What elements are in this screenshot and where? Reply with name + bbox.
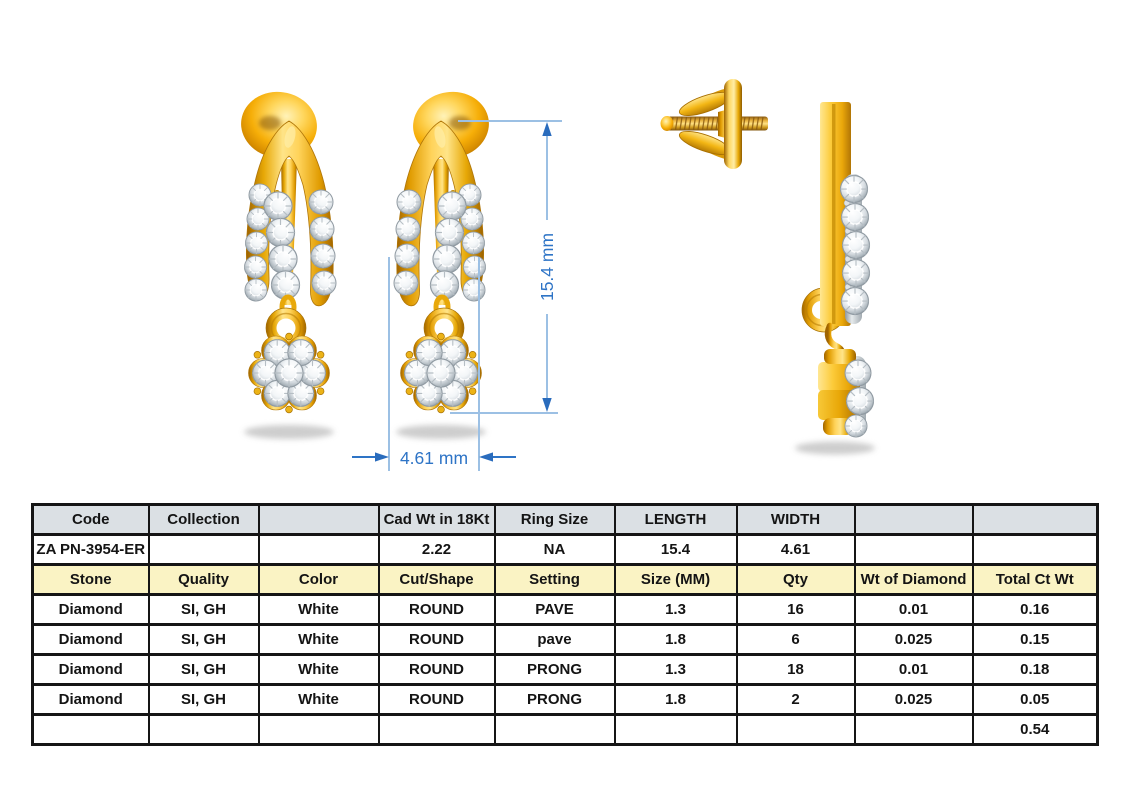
header-blank-2 [855,505,973,535]
arrow-left-icon [479,452,493,461]
cell [149,715,259,745]
header-color: Color [259,565,379,595]
total-ct-wt-value: 0.54 [973,715,1098,745]
post-tip [661,116,674,131]
product-length: 15.4 [615,535,737,565]
cell: PRONG [495,655,615,685]
cell: SI, GH [149,655,259,685]
spec-table [31,503,1099,746]
screw-back-disc-edge [724,79,742,169]
cluster-side-profile [818,349,874,437]
header-setting: Setting [495,565,615,595]
cell: PRONG [495,685,615,715]
cell: Diamond [33,625,149,655]
cell: White [259,625,379,655]
table-header-row [33,505,1098,535]
cell: 0.01 [855,595,973,625]
cell: 18 [737,655,855,685]
cell: 0.025 [855,685,973,715]
cell: 1.8 [615,625,737,655]
cell: White [259,655,379,685]
cell [737,715,855,745]
header-stone: Stone [33,565,149,595]
cell: 0.05 [973,685,1098,715]
cell: ROUND [379,595,495,625]
stone-row [33,655,1098,685]
cell: ROUND [379,625,495,655]
cell: Diamond [33,595,149,625]
header-ring-size: Ring Size [495,505,615,535]
cell: SI, GH [149,685,259,715]
product-ring-size: NA [495,535,615,565]
header-quality: Quality [149,565,259,595]
product-cad-wt: 2.22 [379,535,495,565]
cell: White [259,685,379,715]
length-dimension-label: 15.4 mm [537,232,557,302]
cell: PAVE [495,595,615,625]
product-row [33,535,1098,565]
header-blank-1 [259,505,379,535]
header-cut-shape: Cut/Shape [379,565,495,595]
header-width: WIDTH [737,505,855,535]
header-wt-of-diamond: Wt of Diamond [855,565,973,595]
cell: 2 [737,685,855,715]
width-dimension-label: 4.61 mm [399,448,469,468]
header-cad-wt: Cad Wt in 18Kt [379,505,495,535]
side-pave-column [841,176,870,315]
cell: 0.18 [973,655,1098,685]
cell [33,715,149,745]
cell: Diamond [33,655,149,685]
total-row [33,715,1098,745]
header-size-mm: Size (MM) [615,565,737,595]
stone-header-row [33,565,1098,595]
header-code: Code [33,505,149,535]
stone-row [33,625,1098,655]
header-total-ct-wt: Total Ct Wt [973,565,1098,595]
earring-shadow [795,442,875,455]
cell: White [259,595,379,625]
cell: pave [495,625,615,655]
stone-row [33,595,1098,625]
cell: SI, GH [149,595,259,625]
arrow-up-icon [542,122,551,136]
cell: 0.15 [973,625,1098,655]
arrow-right-icon [375,452,389,461]
header-length: LENGTH [615,505,737,535]
stone-row [33,685,1098,715]
cell: SI, GH [149,625,259,655]
earring-side-view [661,79,876,455]
cell [973,535,1098,565]
cell: 16 [737,595,855,625]
cell: 1.8 [615,685,737,715]
header-collection: Collection [149,505,259,535]
cell [259,715,379,745]
cell: ROUND [379,685,495,715]
arrow-down-icon [542,398,551,412]
cell [855,535,973,565]
cell: 1.3 [615,655,737,685]
cell [855,715,973,745]
header-qty: Qty [737,565,855,595]
cell [615,715,737,745]
cell: Diamond [33,685,149,715]
product-width: 4.61 [737,535,855,565]
cell: 1.3 [615,595,737,625]
product-code: ZA PN-3954-ER [33,535,149,565]
cell [379,715,495,745]
cell [495,715,615,745]
header-blank-3 [973,505,1098,535]
cell: 0.01 [855,655,973,685]
cell [259,535,379,565]
cell: 6 [737,625,855,655]
cell: 0.025 [855,625,973,655]
earring-front-view-left [237,87,336,439]
cell: ROUND [379,655,495,685]
cell [149,535,259,565]
cell: 0.16 [973,595,1098,625]
